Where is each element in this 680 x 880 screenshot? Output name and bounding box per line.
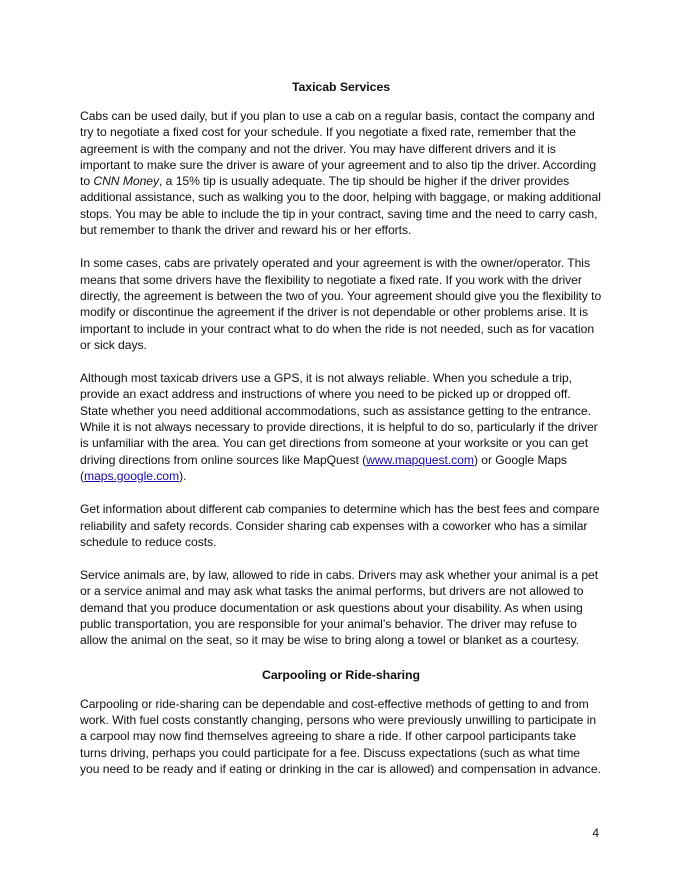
taxicab-paragraph-5: Service animals are, by law, allowed to ride in cabs. Drivers may ask whether your animal is a pet or a service animal and may ask what tasks the animal performs, but drivers are not allowed to demand that you produce documentation or ask questions about your disability. As when using public transportation, you are responsible for your animal’s behavior. The driver may refuse to allow the animal on the seat, so it may be wise to bring along a towel or blanket as a courtesy.	[80, 568, 599, 648]
taxicab-p3-text-b: ) or Google Maps (	[80, 452, 567, 483]
carpooling-heading: Carpooling or Ride-sharing	[262, 667, 420, 682]
carpooling-paragraph-1: Carpooling or ride-sharing can be dependable and cost-effective methods of getting to and from work. With fuel costs constantly changing, persons who were previously unwilling to participate in a carpool may now find themselves agreeing to share a ride. If other carpool participants take turns driving, perhaps you could participate for a fee. Discuss expectations (such as what time you need to be ready and if eating or drinking in the car is allowed) and compensation in advance.	[80, 696, 601, 776]
document-page	[80, 78, 602, 794]
mapquest-link[interactable]: www.mapquest.com	[366, 452, 474, 467]
taxicab-paragraph-1	[80, 108, 602, 238]
taxicab-p1-text-b: , a 15% tip is usually adequate. The tip should be higher if the driver provides additional assistance, such as walking you to the door, helping with baggage, or making additional stops. You may be able to include the tip in your contract, saving time and the need to carry cash, but remember to thank the driver and reward his or her efforts.	[80, 174, 601, 238]
taxicab-paragraph-2: In some cases, cabs are privately operated and your agreement is with the owner/operator. This means that some drivers have the flexibility to negotiate a fixed rate. If you work with the driver directly, the agreement is between the two of you. Your agreement should give you the flexibility to modify or discontinue the agreement if the driver is not dependable or other problems arise. It is important to include in your contract what to do when the ride is not needed, such as for vacation or sick days.	[80, 256, 602, 352]
taxicab-services-heading: Taxicab Services	[291, 80, 391, 94]
google-maps-link[interactable]: maps.google.com	[84, 468, 180, 483]
page-number: 4	[592, 826, 599, 840]
taxicab-p3-text-a: Although most taxicab drivers use a GPS, it is not always reliable. When you schedule a trip, provide an exact address and instructions of where you need to be picked up or dropped off. State whether you need additional accommodations, such as assistance getting to the entrance. While it is not always necessary to provide directions, it is helpful to do so, particularly if the driver is unfamiliar with the area. You can get directions from someone at your worksite or you can get driving directions from online sources like MapQuest (	[80, 371, 598, 467]
taxicab-paragraph-3	[80, 370, 602, 484]
taxicab-p3-text-c: ).	[179, 468, 187, 483]
cnn-money-citation: CNN Money	[93, 174, 160, 189]
taxicab-p1-text-a: Cabs can be used daily, but if you plan to use a cab on a regular basis, contact the company and try to negotiate a fixed cost for your schedule. If you negotiate a fixed rate, remember that the agreement is with the company and not the driver. You may have different drivers and it is important to make sure the driver is aware of your agreement and to also tip the driver. According to	[80, 109, 597, 189]
taxicab-paragraph-4: Get information about different cab companies to determine which has the best fees and compare reliability and safety records. Consider sharing cab expenses with a coworker who has a similar schedule to reduce costs.	[80, 502, 600, 549]
